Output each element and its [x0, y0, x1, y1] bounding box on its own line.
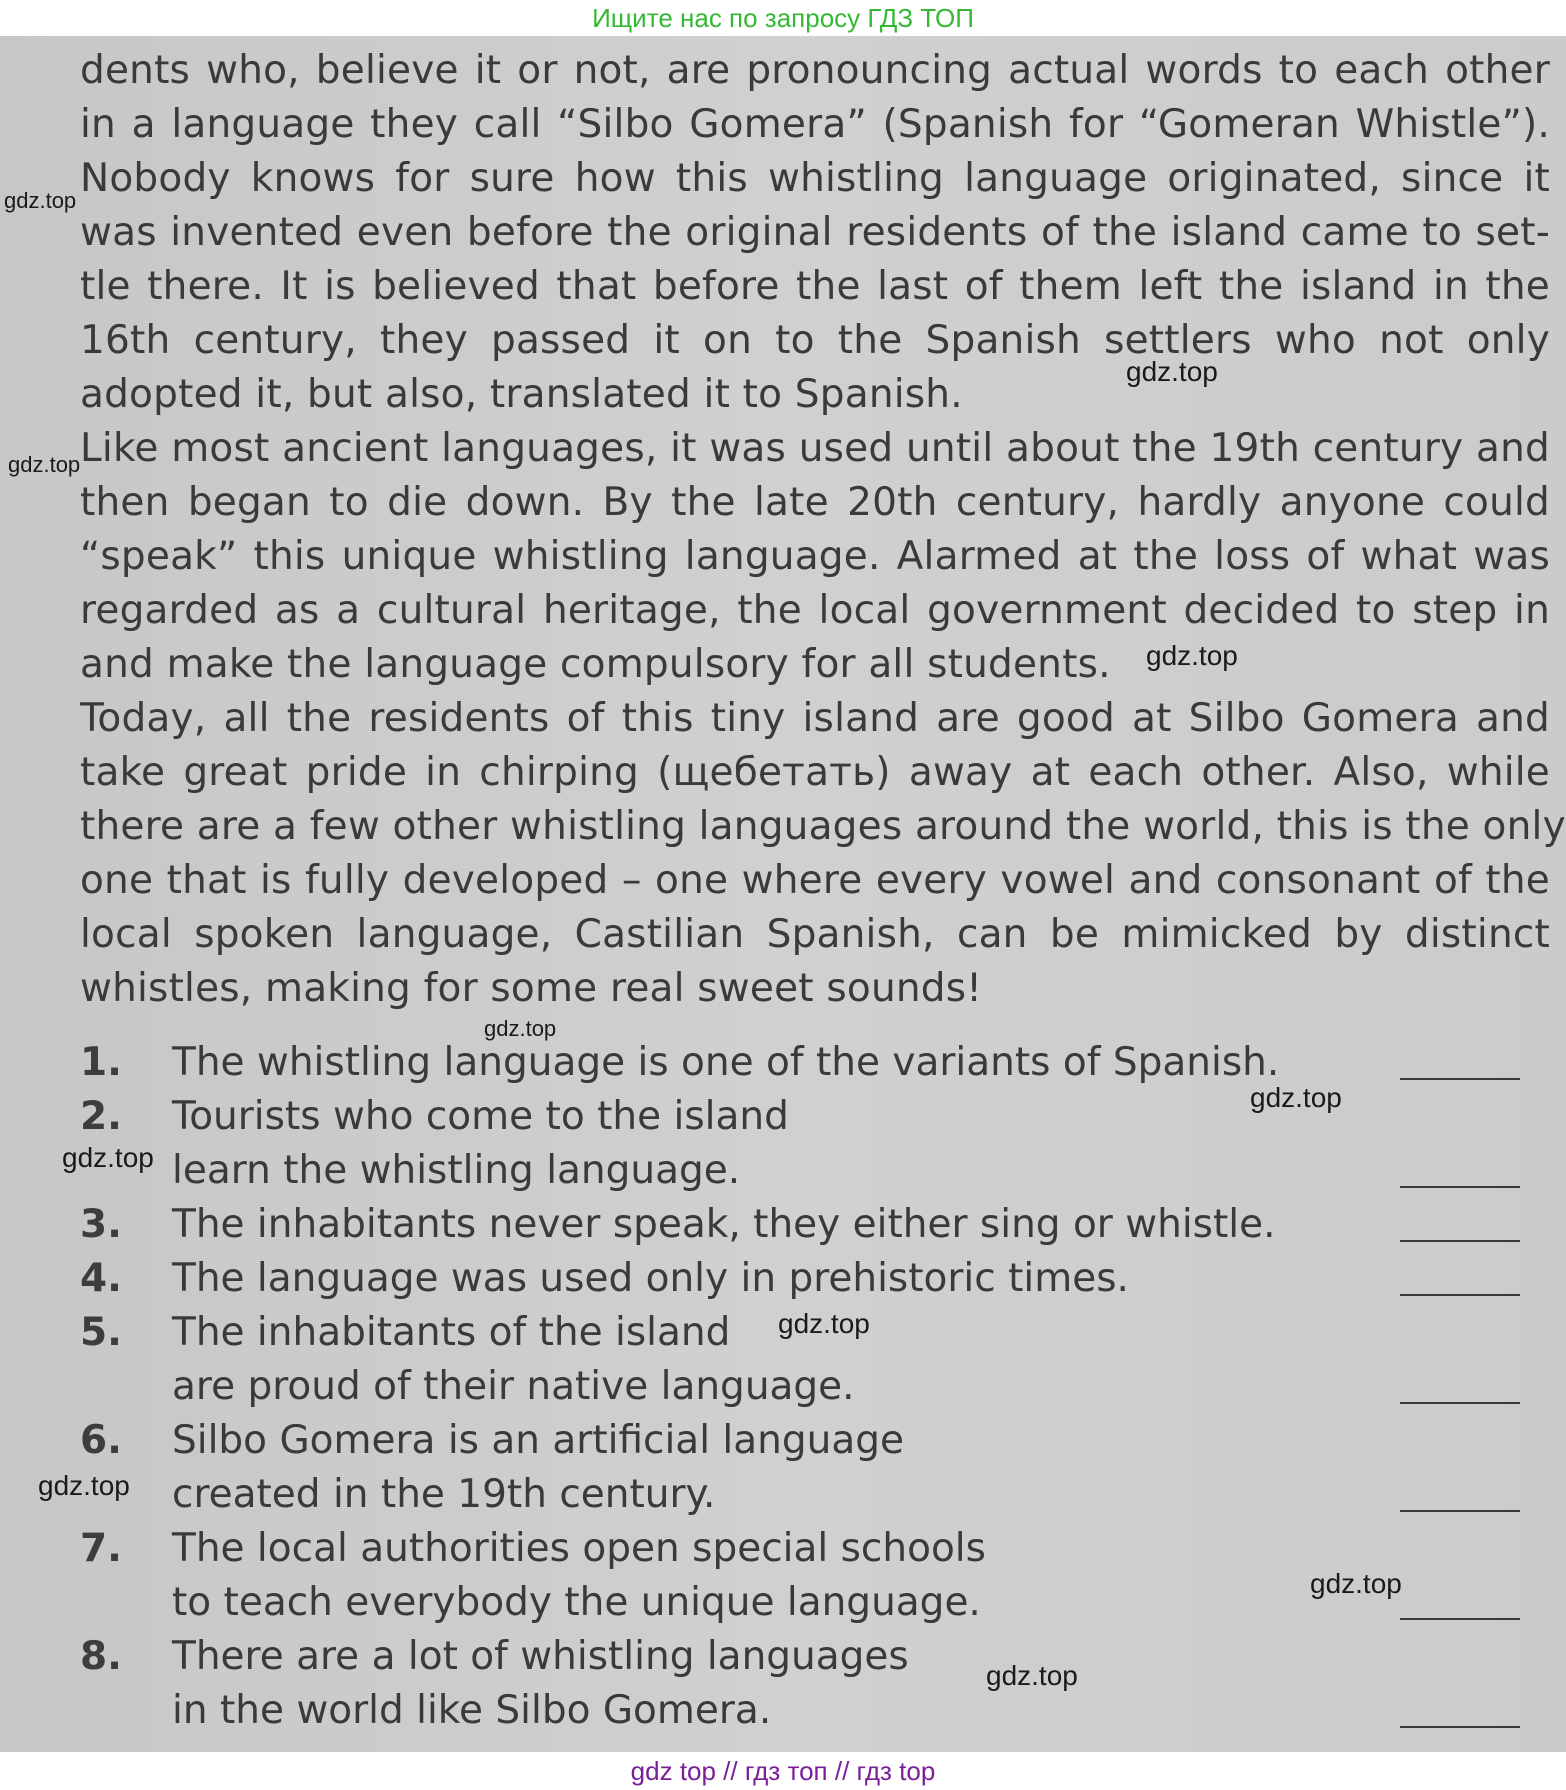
statement-number: 2. [80, 1094, 122, 1139]
passage-line: adopted it, but also, translated it to Spanish. [80, 372, 963, 417]
watermark: gdz.top [4, 188, 77, 213]
statement-text: The local authorities open special schools to teach everybody the unique language. [172, 1526, 986, 1625]
statement-number: 1. [80, 1040, 122, 1085]
statement-text: Tourists who come to the island learn the whistling language. [172, 1094, 789, 1193]
statement-number: 3. [80, 1202, 122, 1247]
passage-line: Nobody knows for sure how this whistling language originated, since it [80, 156, 1550, 201]
passage-line: in a language they call “Silbo Gomera” (Spanish for “Gomeran Whistle”). [80, 102, 1550, 147]
watermark: gdz.top [1250, 1082, 1342, 1113]
watermark: gdz.top [1146, 640, 1238, 671]
passage-line: was invented even before the original residents of the island came to set- [80, 210, 1550, 255]
textbook-page [0, 36, 1566, 1752]
true-false-list [80, 1036, 1520, 1738]
passage-line: “speak” this unique whistling language. Alarmed at the loss of what was [80, 534, 1550, 579]
statement-number: 8. [80, 1634, 122, 1679]
statement-number: 6. [80, 1418, 122, 1463]
watermark: gdz.top [1126, 356, 1218, 387]
statement-item [80, 1198, 1520, 1252]
passage-line: one that is fully developed – one where every vowel and consonant of the [80, 858, 1550, 903]
passage-line: regarded as a cultural heritage, the local government decided to step in [80, 588, 1550, 633]
watermark: gdz.top [8, 452, 81, 477]
answer-blank[interactable] [1400, 1240, 1520, 1242]
statement-text: There are a lot of whistling languages in the world like Silbo Gomera. [172, 1634, 909, 1733]
bottom-banner-text: gdz top // гдз топ // гдз top [630, 1755, 936, 1786]
passage-line: there are a few other whistling languages around the world, this is the only [80, 804, 1566, 849]
top-banner [0, 0, 1566, 36]
statement-text: The inhabitants never speak, they either sing or whistle. [172, 1202, 1276, 1247]
statement-item [80, 1630, 1520, 1738]
statement-item [80, 1414, 1520, 1522]
reading-passage [80, 44, 1566, 1016]
answer-blank[interactable] [1400, 1294, 1520, 1296]
watermark: gdz.top [1310, 1568, 1402, 1599]
passage-line: Like most ancient languages, it was used until about the 19th century and [80, 426, 1550, 471]
bottom-banner [0, 1752, 1566, 1790]
answer-blank[interactable] [1400, 1078, 1520, 1080]
watermark: gdz.top [62, 1142, 154, 1173]
passage-line: then began to die down. By the late 20th century, hardly anyone could [80, 480, 1550, 525]
watermark: gdz.top [986, 1660, 1078, 1691]
passage-paragraph [80, 44, 1566, 1016]
statement-number: 5. [80, 1310, 122, 1355]
statement-number: 4. [80, 1256, 122, 1301]
statement-text: The language was used only in prehistoric times. [172, 1256, 1129, 1301]
statement-text: Silbo Gomera is an artificial language created in the 19th century. [172, 1418, 905, 1517]
passage-line: and make the language compulsory for all students. [80, 642, 1111, 687]
passage-line: whistles, making for some real sweet sounds! [80, 966, 983, 1011]
statement-item [80, 1522, 1520, 1630]
answer-blank[interactable] [1400, 1726, 1520, 1728]
statement-text: The whistling language is one of the variants of Spanish. [172, 1040, 1280, 1085]
passage-line: take great pride in chirping (щебетать) away at each other. Also, while [80, 750, 1550, 795]
passage-line: Today, all the residents of this tiny island are good at Silbo Gomera and [80, 696, 1550, 741]
passage-line: dents who, believe it or not, are pronouncing actual words to each other [80, 48, 1550, 93]
top-banner-text: Ищите нас по запросу ГДЗ ТОП [592, 2, 974, 33]
watermark: gdz.top [484, 1016, 557, 1041]
answer-blank[interactable] [1400, 1186, 1520, 1188]
watermark: gdz.top [38, 1470, 130, 1501]
passage-line: local spoken language, Castilian Spanish, can be mimicked by distinct [80, 912, 1550, 957]
answer-blank[interactable] [1400, 1618, 1520, 1620]
statement-text: The inhabitants of the island are proud of their native language. [172, 1310, 855, 1409]
passage-line: 16th century, they passed it on to the Spanish settlers who not only [80, 318, 1550, 363]
answer-blank[interactable] [1400, 1402, 1520, 1404]
passage-line: tle there. It is believed that before the last of them left the island in the [80, 264, 1550, 309]
answer-blank[interactable] [1400, 1510, 1520, 1512]
statement-number: 7. [80, 1526, 122, 1571]
statement-item [80, 1252, 1520, 1306]
watermark: gdz.top [778, 1308, 870, 1339]
